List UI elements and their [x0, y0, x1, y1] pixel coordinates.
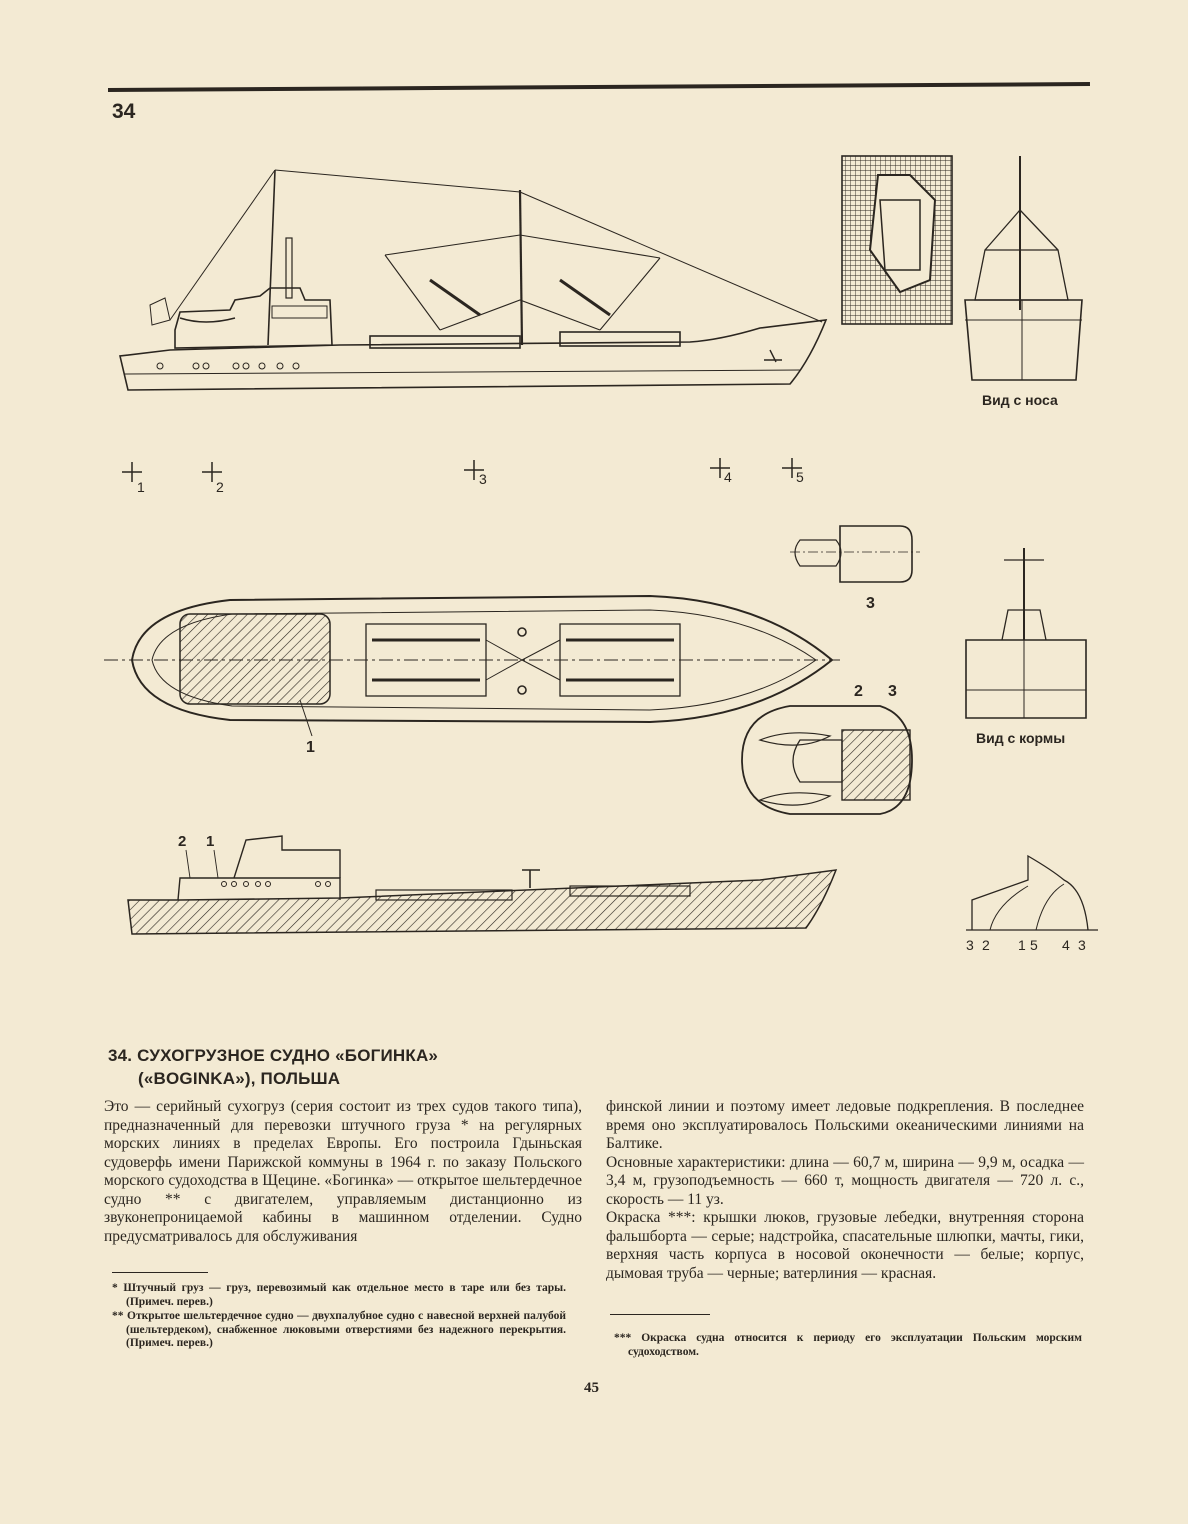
- left-paragraph: Это — серийный сухогруз (серия состоит из трех судов такого типа), предназначенный для перевозки штучного груза * на регулярных морских линиях в пределах Европы. Его построила Гдыньская судоверфь имени Парижской коммуны в 1964 г. по заказу Польского морского судоходства в Щецине. «Богинка» — открытое шельтердечное судно ** с двигателем, управляемым дистанционно из звуконепроницаемой кабины в машинном отделении. Судно предусматривалось для обслуживания: [104, 1098, 582, 1245]
- frame-marker-label: 1: [137, 479, 145, 495]
- page-number-bottom: 45: [584, 1380, 599, 1396]
- bow-view-caption: Вид с носа: [982, 392, 1058, 408]
- footnote-rule-right: [610, 1314, 710, 1315]
- side-profile-drawing: [120, 170, 826, 390]
- frame-markers: [122, 458, 802, 482]
- frame-sections-drawing: [966, 856, 1098, 930]
- funnel-emblem-drawing: [842, 156, 952, 324]
- frame-marker-label: 2: [216, 479, 224, 495]
- section-callout: 1: [206, 833, 215, 850]
- frame-section-label: 2: [982, 937, 990, 953]
- frame-section-label: 3: [966, 937, 974, 953]
- heading-line-1: 34. СУХОГРУЗНОЕ СУДНО «БОГИНКА»: [108, 1046, 439, 1065]
- right-column: [606, 1098, 1084, 1283]
- frame-marker-label: 5: [796, 469, 804, 485]
- footnotes-right: [606, 1332, 1082, 1360]
- right-paragraph-2: Основные характеристики: длина — 60,7 м, ширина — 9,9 м, осадка — 3,4 м, грузоподъемность — 660 т, мощность двигателя — 720 л. с., скорость — 11 уз.: [606, 1153, 1084, 1208]
- deck-plan-drawing: [104, 596, 840, 736]
- frame-section-label: 1: [1018, 937, 1026, 953]
- stern-view-caption: Вид с кормы: [976, 730, 1066, 746]
- bow-view-drawing: [965, 156, 1082, 380]
- stern-view-drawing: [966, 548, 1086, 718]
- detail-callout: 3: [866, 595, 875, 612]
- footnote-2: ** Открытое шельтердечное судно — двухпалубное судно с навесной верхней палубой (шельтердеком), снабженное люковыми отверстиями без надежного перекрытия. (Примеч. перев.): [112, 1310, 566, 1349]
- frame-marker-label: 4: [724, 469, 732, 485]
- frame-section-label: 3: [1078, 937, 1086, 953]
- funnel-top-detail-drawing: [790, 526, 920, 582]
- frame-section-label: 4: [1062, 937, 1070, 953]
- superstructure-plan-detail-drawing: [742, 706, 912, 814]
- footnote-rule-left: [112, 1272, 208, 1273]
- longitudinal-section-drawing: [128, 836, 836, 934]
- right-paragraph-3: Окраска ***: крышки люков, грузовые лебедки, внутренняя сторона фальшборта — серые; надстройка, спасательные шлюпки, мачты, гики, верхняя часть корпуса в носовой оконечности — белые; корпус, дымовая труба — черные; ватерлиния — красная.: [606, 1209, 1084, 1282]
- left-column: [104, 1098, 582, 1246]
- frame-marker-label: 3: [479, 471, 487, 487]
- right-paragraph-1: финской линии и поэтому имеет ледовые подкрепления. В последнее время оно эксплуатировалось Польскими океаническими линиями на Балтике.: [606, 1098, 1084, 1152]
- footnote-3: *** Окраска судна относится к периоду его эксплуатации Польским морским судоходством.: [614, 1332, 1082, 1358]
- article-heading: [108, 1044, 588, 1090]
- page-number-top: 34: [112, 100, 136, 123]
- detail-callout: 2: [854, 683, 863, 700]
- detail-callout: 3: [888, 683, 897, 700]
- plan-callout: 1: [306, 739, 315, 756]
- frame-section-label: 5: [1030, 937, 1038, 953]
- heading-line-2: («BOGINKA»), ПОЛЬША: [138, 1069, 341, 1088]
- footnotes-left: [104, 1282, 566, 1352]
- section-callout: 2: [178, 833, 187, 850]
- footnote-1: * Штучный груз — груз, перевозимый как отдельное место в таре или без тары. (Примеч. перев.): [112, 1282, 566, 1308]
